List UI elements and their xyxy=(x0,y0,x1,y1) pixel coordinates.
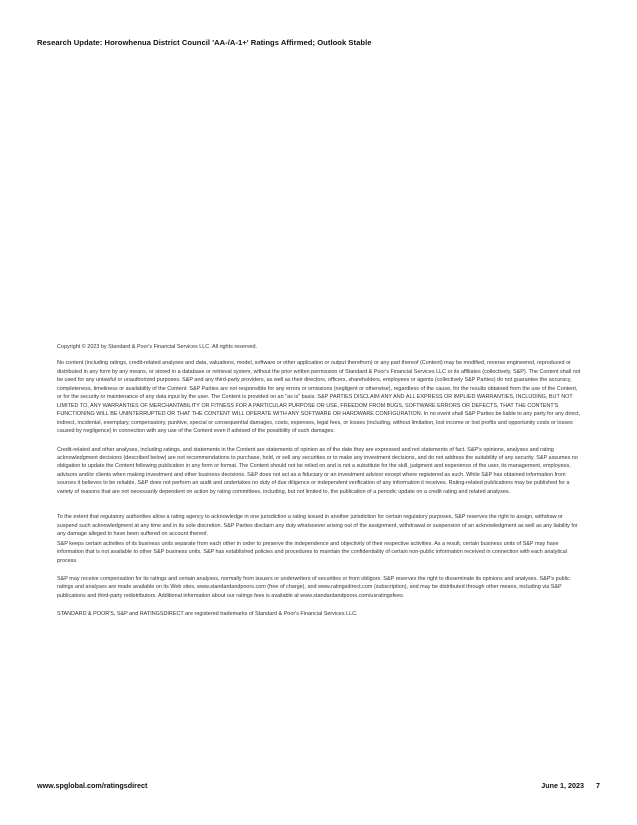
page-number: 7 xyxy=(596,781,600,790)
disclaimer-section xyxy=(57,343,581,619)
disclaimer-paragraph-regulatory: To the extent that regulatory authorities allow a rating agency to acknowledge in one jurisdiction a rating issued in another jurisdiction for certain regulatory purposes, S&P reserves the right to assign, withdraw or suspend such acknowledgment at any time and in its sole discretion. S&P Parties disclaim any duty whatsoever arising out of the assignment, withdrawal or suspension of an acknowledgment as well as any liability for any damage alleged to have been suffered on account thereof. xyxy=(57,514,578,538)
disclaimer-paragraph-independence: S&P keeps certain activities of its business units separate from each other in order to preserve the independence and objectivity of their respective activities. As a result, certain business units of S&P may have information that is not available to other S&P business units. S&P has established policies and procedures to maintain the confidentiality of certain non-public information received in connection with each analytical process. xyxy=(57,540,568,564)
disclaimer-paragraph-opinions: Credit-related and other analyses, including ratings, and statements in the Content are statements of opinion as of the date they are expressed and not statements of fact. S&P's opinions, analyses and rating acknowledgment decisions (described below) are not recommendations to purchase, hold, or sell any securities or to make any investment decisions, and do not address the suitability of any security. S&P assumes no obligation to update the Content following publication in any form or format. The Content should not be relied on and is not a substitute for the skill, judgment and experience of the user, its management, employees, advisors and/or clients when making investment and other business decisions. S&P does not act as a fiduciary or an investment advisor except where registered as such. While S&P has obtained information from sources it believes to be reliable, S&P does not perform an audit and undertakes no duty of due diligence or independent verification of any information it receives. Rating-related publications may be published for a variety of reasons that are not necessarily dependent on action by rating committees, including, but not limited to, the publication of a periodic update on a credit rating and related analyses. xyxy=(57,446,578,495)
footer-meta xyxy=(541,781,600,790)
footer-website-link[interactable]: www.spglobal.com/ratingsdirect xyxy=(37,781,148,790)
disclaimer-paragraph-content-use: No content (including ratings, credit-related analyses and data, valuations, model, software or other application or output therefrom) or any part thereof (Content) may be modified, reverse engineered, reproduced or distributed in any form by any means, or stored in a database or retrieval system, without the prior written permission of Standard & Poor's Financial Services LLC or its affiliates (collectively, S&P). The Content shall not be used for any unlawful or unauthorized purposes. S&P and any third-party providers, as well as their directors, officers, shareholders, employees or agents (collectively S&P Parties) do not guarantee the accuracy, completeness, timeliness or availability of the Content. S&P Parties are not responsible for any errors or omissions (negligent or otherwise), regardless of the cause, for the results obtained from the use of the Content, or for the security or maintenance of any data input by the user. The Content is provided on an "as is" basis. S&P PARTIES DISCLAIM ANY AND ALL EXPRESS OR IMPLIED WARRANTIES, INCLUDING, BUT NOT LIMITED TO, ANY WARRANTIES OF MERCHANTABILITY OR FITNESS FOR A PARTICULAR PURPOSE OR USE, FREEDOM FROM BUGS, SOFTWARE ERRORS OR DEFECTS, THAT THE CONTENT'S FUNCTIONING WILL BE UNINTERRUPTED OR THAT THE CONTENT WILL OPERATE WITH ANY SOFTWARE OR HARDWARE CONFIGURATION. In no event shall S&P Parties be liable to any party for any direct, indirect, incidental, exemplary, compensatory, punitive, special or consequential damages, costs, expenses, legal fees, or losses (including, without limitation, lost income or lost profits and opportunity costs or losses caused by negligence) in connection with any use of the Content even if advised of the possibility of such damages. xyxy=(57,360,581,435)
report-title: Research Update: Horowhenua District Council 'AA-/A-1+' Ratings Affirmed; Outlook Stable xyxy=(37,38,372,47)
disclaimer-paragraph-trademarks: STANDARD & POOR'S, S&P and RATINGSDIRECT are registered trademarks of Standard & Poor's Financial Services LLC. xyxy=(57,611,358,618)
disclaimer-paragraph-compensation: S&P may receive compensation for its ratings and certain analyses, normally from issuers or underwriters of securities or from obligors. S&P reserves the right to disseminate its opinions and analyses. S&P's public ratings and analyses are made available on its Web sites, www.standardandpoors.com (free of charge), and www.ratingsdirect.com (subscription), and may be distributed through other means, including via S&P publications and third-party redistributors. Additional information about our ratings fees is available at www.standardandpoors.com/usratingsfees. xyxy=(57,575,570,599)
publication-date: June 1, 2023 xyxy=(541,781,584,790)
copyright-notice: Copyright © 2023 by Standard & Poor's Financial Services LLC. All rights reserved. xyxy=(57,344,257,350)
